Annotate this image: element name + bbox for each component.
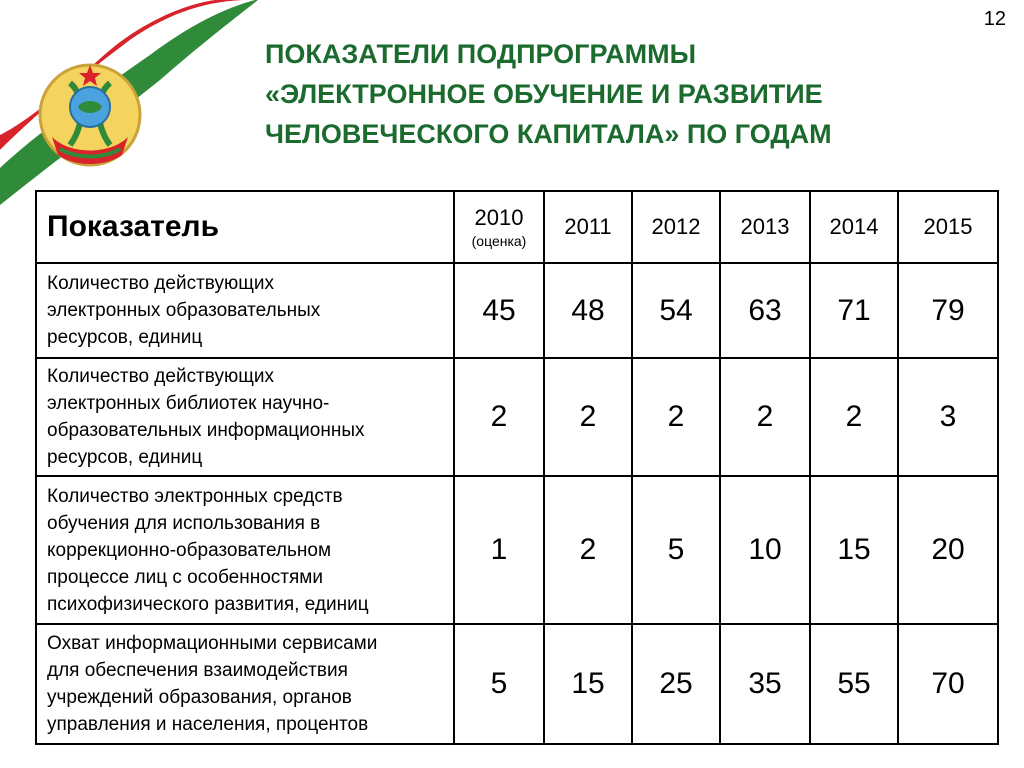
row-label-line: электронных образовательных — [47, 300, 321, 321]
row-label — [36, 263, 454, 358]
row-label-line: Количество действующих — [47, 366, 274, 387]
value-cell: 15 — [544, 624, 632, 744]
value-cell: 2 — [544, 476, 632, 624]
row-label-line: образовательных информационных — [47, 420, 365, 441]
header-year-2015: 2015 — [898, 191, 998, 263]
page-number: 12 — [983, 8, 1006, 30]
header-year-2011: 2011 — [544, 191, 632, 263]
value-cell: 15 — [810, 476, 898, 624]
title-line: «ЭЛЕКТРОННОЕ ОБУЧЕНИЕ И РАЗВИТИЕ — [265, 79, 823, 109]
value-cell: 3 — [898, 358, 998, 476]
header-year-2013: 2013 — [720, 191, 810, 263]
value-cell: 25 — [632, 624, 720, 744]
value-cell: 2 — [632, 358, 720, 476]
value-cell: 79 — [898, 263, 998, 358]
row-label-line: управления и населения, процентов — [47, 714, 369, 735]
value-cell: 63 — [720, 263, 810, 358]
value-cell: 5 — [454, 624, 544, 744]
value-cell: 20 — [898, 476, 998, 624]
row-label-line: для обеспечения взаимодействия — [47, 660, 348, 681]
table-row — [36, 624, 998, 744]
row-label-line: психофизического развития, единиц — [47, 593, 369, 615]
header-year-2012: 2012 — [632, 191, 720, 263]
value-cell: 71 — [810, 263, 898, 358]
row-label-line: учреждений образования, органов — [47, 687, 352, 708]
indicators-table — [35, 190, 999, 745]
value-cell: 35 — [720, 624, 810, 744]
belarus-coat-of-arms-icon — [30, 55, 150, 175]
value-cell: 2 — [454, 358, 544, 476]
row-label — [36, 476, 454, 624]
table-header-row — [36, 191, 998, 263]
header-indicator: Показатель — [36, 191, 454, 263]
value-cell: 2 — [810, 358, 898, 476]
value-cell: 5 — [632, 476, 720, 624]
value-cell: 1 — [454, 476, 544, 624]
table-row — [36, 476, 998, 624]
row-label-line: ресурсов, единиц — [47, 447, 203, 468]
table-row — [36, 263, 998, 358]
value-cell: 2 — [720, 358, 810, 476]
header-year-2010 — [454, 191, 544, 263]
value-cell: 55 — [810, 624, 898, 744]
value-cell: 70 — [898, 624, 998, 744]
row-label-line: Количество действующих — [47, 273, 274, 294]
row-label-line: процессе лиц с особенностями — [47, 566, 323, 588]
header-year-note: (оценка) — [471, 233, 527, 249]
value-cell: 54 — [632, 263, 720, 358]
row-label — [36, 358, 454, 476]
value-cell: 2 — [544, 358, 632, 476]
header-year-label: 2010 — [474, 205, 524, 230]
row-label-line: Охват информационными сервисами — [47, 633, 378, 654]
page-title — [265, 34, 1010, 154]
row-label-line: ресурсов, единиц — [47, 327, 203, 348]
row-label — [36, 624, 454, 744]
title-line: ЧЕЛОВЕЧЕСКОГО КАПИТАЛА» ПО ГОДАМ — [265, 119, 832, 149]
row-label-line: обучения для использования в — [47, 512, 321, 534]
header-year-2014: 2014 — [810, 191, 898, 263]
title-line: ПОКАЗАТЕЛИ ПОДПРОГРАММЫ — [265, 39, 697, 69]
value-cell: 45 — [454, 263, 544, 358]
row-label-line: коррекционно-образовательном — [47, 539, 332, 561]
value-cell: 48 — [544, 263, 632, 358]
value-cell: 10 — [720, 476, 810, 624]
row-label-line: электронных библиотек научно- — [47, 393, 330, 414]
row-label-line: Количество электронных средств — [47, 485, 343, 507]
table-row — [36, 358, 998, 476]
